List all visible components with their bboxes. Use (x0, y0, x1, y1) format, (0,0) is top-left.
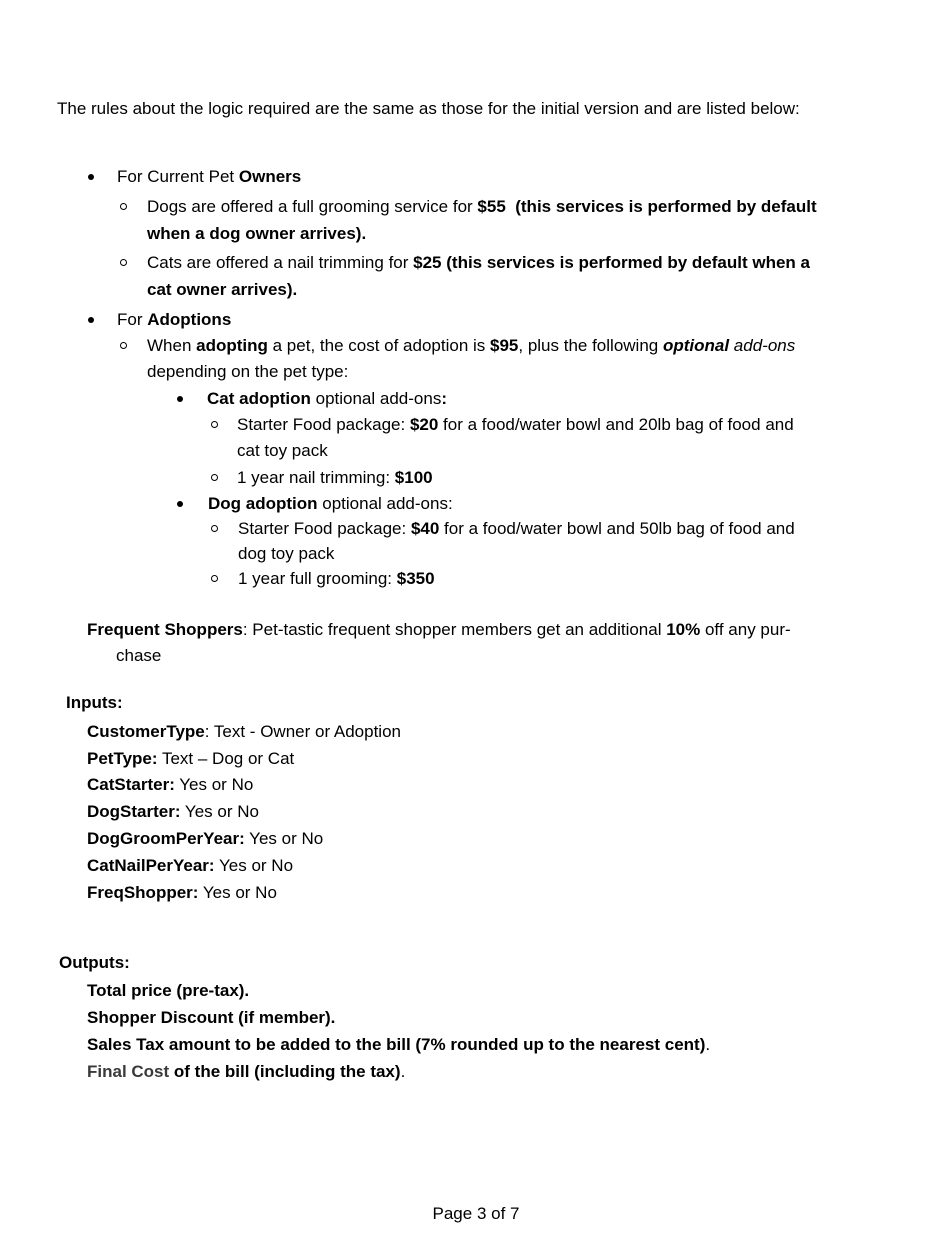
bullet-icon (88, 317, 94, 323)
output-total: Total price (pre-tax). (87, 981, 250, 1000)
input-item-dogstarter: DogStarter: Yes or No (87, 802, 259, 821)
frequent-shoppers-text: Frequent Shoppers: Pet-tastic frequent shopper members get an additional 10% off any pur- (87, 620, 791, 639)
input-item-doggroomperyear: DogGroomPerYear: Yes or No (87, 829, 324, 848)
input-item-pettype: PetType: Text – Dog or Cat (87, 749, 295, 768)
sub-bullet-icon (120, 342, 127, 349)
cat-starter-text: Starter Food package: $20 for a food/water bowl and 20lb bag of food and (237, 415, 794, 434)
dogs-service-note: when a dog owner arrives). (147, 224, 367, 243)
cats-service-note: cat owner arrives). (147, 280, 298, 299)
bullet-icon (88, 174, 94, 180)
output-final-cost: Final Cost of the bill (including the tax). (87, 1062, 406, 1081)
cat-nail-text: 1 year nail trimming: $100 (237, 468, 433, 487)
cats-service-text: Cats are offered a nail trimming for $25 (this services is performed by default when a (147, 253, 810, 272)
output-tax: Sales Tax amount to be added to the bill (7% rounded up to the nearest cent). (87, 1035, 711, 1054)
sub-bullet-icon (211, 421, 218, 428)
input-item-catstarter: CatStarter: Yes or No (87, 775, 254, 794)
frequent-shoppers-line2: chase (116, 646, 162, 665)
outputs-heading: Outputs: (59, 953, 130, 972)
sub-bullet-icon (211, 525, 218, 532)
sub-bullet-icon (120, 259, 127, 266)
adoption-cost-line2: depending on the pet type: (147, 362, 349, 381)
dog-adoption-heading: Dog adoption optional add-ons: (208, 494, 453, 513)
owners-heading: For Current Pet Owners (117, 167, 302, 186)
sub-bullet-icon (211, 474, 218, 481)
dogs-service-text: Dogs are offered a full grooming service for $55 (this services is performed by default (147, 197, 817, 216)
dog-starter-text: Starter Food package: $40 for a food/water bowl and 50lb bag of food and (238, 519, 795, 538)
dog-groom-text: 1 year full grooming: $350 (238, 569, 435, 588)
input-item-freqshopper: FreqShopper: Yes or No (87, 883, 277, 902)
intro-paragraph: The rules about the logic required are the same as those for the initial version and are listed below: (57, 99, 800, 118)
cat-adoption-heading: Cat adoption optional add-ons: (207, 389, 447, 408)
adoptions-heading: For Adoptions (117, 310, 232, 329)
sub-bullet-icon (211, 575, 218, 582)
dog-starter-line2: dog toy pack (238, 544, 335, 563)
cat-starter-line2: cat toy pack (237, 441, 328, 460)
input-item-catnailperyear: CatNailPerYear: Yes or No (87, 856, 294, 875)
bullet-icon (177, 396, 183, 402)
inputs-heading: Inputs: (66, 693, 123, 712)
output-discount: Shopper Discount (if member). (87, 1008, 336, 1027)
adoption-cost-text: When adopting a pet, the cost of adoption is $95, plus the following optional add-ons (147, 336, 796, 355)
page-number: Page 3 of 7 (432, 1204, 520, 1223)
input-item-customertype: CustomerType: Text - Owner or Adoption (87, 722, 401, 741)
bullet-icon (177, 501, 183, 507)
sub-bullet-icon (120, 203, 127, 210)
